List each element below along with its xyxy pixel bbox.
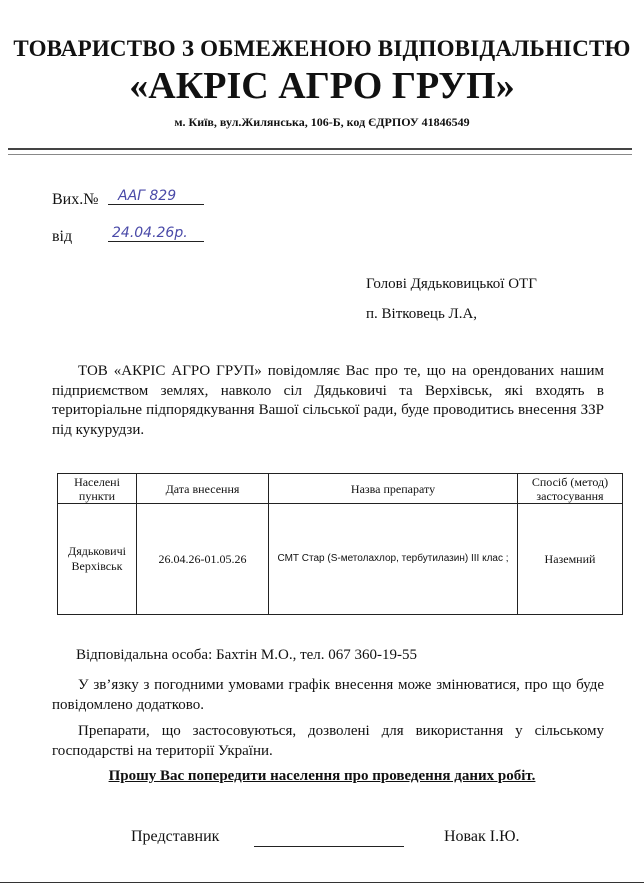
bottom-divider — [0, 882, 644, 883]
org-name-line1: ТОВАРИСТВО З ОБМЕЖЕНОЮ ВІДПОВІДАЛЬНІСТЮ — [13, 36, 631, 61]
col-header-product: Назва препарату — [269, 474, 518, 504]
table-row — [58, 504, 623, 615]
signer-name: Новак І.Ю. — [444, 828, 520, 845]
outgoing-number-value: ААГ 829 — [108, 188, 204, 205]
date-label: від — [52, 228, 73, 245]
responsible-person: Відповідальна особа: Бахтін М.О., тел. 067 360-19-55 — [76, 647, 418, 663]
cell-product: СМТ Стар (S-метолахлор, тербутилазин) ІІІ клас ; — [269, 504, 518, 615]
col-header-method: Спосіб (метод) застосування — [518, 474, 623, 504]
col-header-settlements: Населені пункти — [58, 474, 137, 504]
main-paragraph: ТОВ «АКРІС АГРО ГРУП» повідомляє Вас про те, що на орендованих нашим підприємством землях, навколо сіл Дядьковичі та Верхівськ, які входять в територіальне підпорядкування Вашої сільської ради, буде проводитись внесення ЗЗР під кукурудзи. — [52, 363, 604, 438]
outgoing-number-label: Вих.№ — [52, 191, 99, 208]
request-line: Прошу Вас попередити населення про проведення даних робіт. — [108, 768, 536, 784]
header-divider — [8, 148, 632, 155]
schedule-change-notice: У зв’язку з погодними умовами графік внесення може змінюватися, про що буде повідомлено додатково. — [52, 677, 604, 713]
cell-method: Наземний — [518, 504, 623, 615]
date-value: 24.04.26р. — [108, 225, 204, 242]
org-address: м. Київ, вул.Жилянська, 106-Б, код ЄДРПОУ 41846549 — [174, 115, 470, 129]
cell-settlements: Дядьковичі Верхівськ — [58, 504, 137, 615]
products-approval-notice: Препарати, що застосовуються, дозволені для використання у сільському господарстві на території України. — [52, 723, 604, 759]
recipient-line2: п. Вітковець Л.А, — [366, 306, 478, 322]
recipient-line1: Голові Дядьковицької ОТГ — [366, 276, 537, 292]
col-header-date: Дата внесення — [137, 474, 269, 504]
application-table — [57, 473, 623, 615]
representative-label: Представник — [131, 828, 220, 845]
table-header-row — [58, 474, 623, 504]
signature-line — [254, 846, 404, 847]
org-name-line2: «АКРІС АГРО ГРУП» — [129, 65, 515, 107]
cell-dates: 26.04.26-01.05.26 — [137, 504, 269, 615]
